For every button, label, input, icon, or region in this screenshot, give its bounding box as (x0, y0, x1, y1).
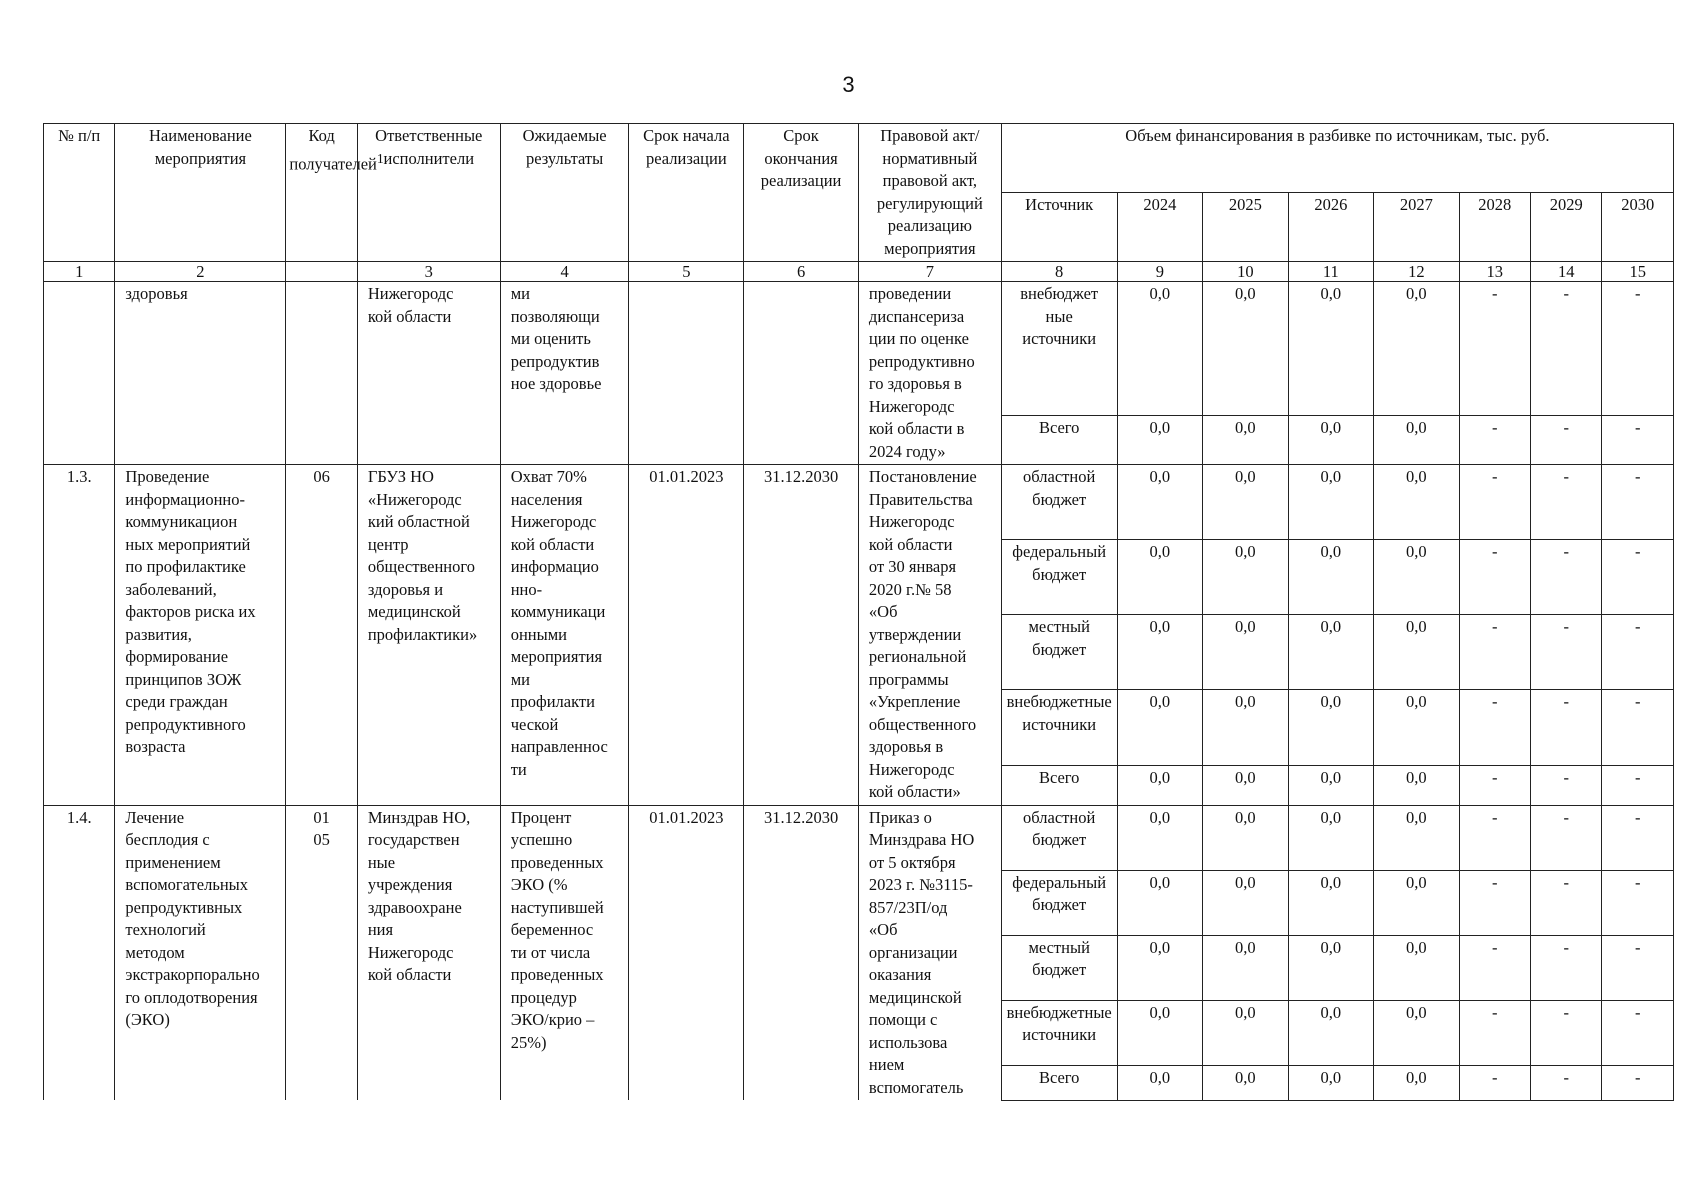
funding-value: 0,0 (1288, 935, 1374, 1000)
funding-value: - (1459, 870, 1530, 935)
cell-line: Минздрав НО, (367, 807, 471, 827)
funding-value: - (1602, 1065, 1674, 1100)
header-year: 2027 (1374, 193, 1460, 262)
cell-line: Нижегородс (367, 284, 454, 303)
column-number: 1 (44, 262, 115, 282)
source-name: внебюджетные источники (1001, 690, 1117, 765)
cell-line: успешно (510, 830, 573, 849)
funding-value: - (1459, 1065, 1530, 1100)
funding-value: - (1602, 615, 1674, 690)
cell-line: Процент (510, 807, 572, 827)
funding-value: 0,0 (1288, 282, 1374, 416)
cell-line: Проведение (125, 467, 210, 486)
cell-line: коммуникацион (125, 512, 238, 531)
funding-value: - (1602, 935, 1674, 1000)
cell-line: принципов ЗОЖ (125, 669, 242, 689)
column-number (286, 262, 357, 282)
cell-line: информацио (510, 557, 599, 576)
cell-line: репродуктив (510, 351, 600, 371)
funding-value: - (1459, 765, 1530, 805)
funding-value: 0,0 (1203, 540, 1289, 615)
funding-value: - (1531, 540, 1602, 615)
funding-value: 0,0 (1203, 1000, 1289, 1065)
funding-value: 0,0 (1117, 935, 1203, 1000)
source-name: федеральный бюджет (1001, 540, 1117, 615)
funding-value: - (1602, 540, 1674, 615)
column-number: 7 (858, 262, 1001, 282)
funding-value: - (1531, 690, 1602, 765)
cell-line: 01 (313, 807, 330, 827)
cell-line: Нижегородс (868, 396, 955, 416)
cell-line: репродуктивно (868, 351, 975, 371)
funding-value: 0,0 (1288, 540, 1374, 615)
cell-line: методом (125, 942, 185, 962)
cell-line: кий областной (367, 512, 470, 531)
funding-value: - (1602, 690, 1674, 765)
cell-line: ЭКО (% (510, 875, 568, 894)
row-num (44, 282, 115, 465)
cell-line: ти от числа (510, 942, 591, 962)
source-name (1001, 416, 1117, 465)
funding-value: 0,0 (1374, 615, 1460, 690)
header-num: № п/п (44, 124, 115, 262)
source-line: Всего (1038, 418, 1080, 438)
cell-line: региональной (868, 647, 967, 666)
cell-line: 05 (313, 830, 330, 849)
cell-end: 31.12.2030 (744, 465, 859, 806)
funding-value: 0,0 (1117, 1065, 1203, 1100)
cell-line: Охват 70% (510, 467, 587, 486)
cell-line: Нижегородс (868, 759, 955, 779)
cell-line: по профилактике (125, 557, 246, 576)
cell-line: ное здоровье (510, 374, 602, 393)
funding-value: - (1602, 805, 1674, 870)
cell-name (115, 282, 286, 465)
cell-legal (858, 805, 1001, 1100)
header-year: 2029 (1531, 193, 1602, 262)
funding-value: - (1602, 765, 1674, 805)
funding-value: 0,0 (1203, 1065, 1289, 1100)
header-legal: Правовой акт/нормативный правовой акт, регулирующий реализацию мероприятия (858, 124, 1001, 262)
cell-line: Правительства (868, 489, 973, 509)
funding-value: 0,0 (1288, 870, 1374, 935)
funding-value: - (1531, 870, 1602, 935)
cell-code (286, 465, 357, 806)
source-line: внебюджет (1020, 284, 1099, 303)
funding-value: 0,0 (1374, 416, 1460, 465)
cell-name (115, 465, 286, 806)
cell-line: государствен (367, 830, 460, 849)
cell-line: общественного (367, 557, 475, 576)
funding-value: 0,0 (1374, 1000, 1460, 1065)
cell-line: Приказ о (868, 807, 932, 827)
cell-line: среди граждан (125, 692, 228, 711)
funding-value: - (1531, 935, 1602, 1000)
source-name: местный бюджет (1001, 935, 1117, 1000)
funding-value: 0,0 (1117, 690, 1203, 765)
cell-line: бесплодия с (125, 830, 210, 849)
funding-value: 0,0 (1203, 615, 1289, 690)
cell-line: нием (868, 1055, 905, 1074)
funding-value: 0,0 (1203, 690, 1289, 765)
cell-exp (500, 805, 629, 1100)
cell-line: использова (868, 1032, 948, 1052)
funding-value: - (1531, 465, 1602, 540)
cell-line: го здоровья в (868, 374, 962, 393)
header-expected: Ожидаемые результаты (500, 124, 629, 262)
funding-value: - (1459, 540, 1530, 615)
cell-line: кой области (367, 965, 452, 984)
funding-value: - (1531, 1000, 1602, 1065)
header-name: Наименование мероприятия (115, 124, 286, 262)
cell-line: учреждения (367, 875, 453, 894)
cell-line: ЭКО/крио – (510, 1010, 595, 1029)
funding-value: 0,0 (1374, 805, 1460, 870)
cell-line: информационно- (125, 489, 245, 509)
cell-line: ные (367, 852, 396, 872)
cell-line: Лечение (125, 807, 185, 827)
table-row (44, 805, 1674, 870)
cell-line: 857/23П/од (868, 897, 948, 917)
cell-line: центр (367, 534, 409, 554)
cell-end: 31.12.2030 (744, 805, 859, 1100)
cell-end (744, 282, 859, 465)
funding-value: 0,0 (1203, 805, 1289, 870)
funding-value: - (1531, 1065, 1602, 1100)
cell-start: 01.01.2023 (629, 465, 744, 806)
cell-line: факторов риска их (125, 602, 256, 621)
cell-line: нно- (510, 579, 543, 599)
header-year: 2024 (1117, 193, 1203, 262)
cell-line: заболеваний, (125, 579, 217, 599)
cell-line: утверждении (868, 624, 962, 644)
source-name: областной бюджет (1001, 465, 1117, 540)
source-name: Всего (1001, 1065, 1117, 1100)
cell-line: диспансериза (868, 306, 965, 326)
funding-value: 0,0 (1203, 765, 1289, 805)
cell-line: 25%) (510, 1032, 547, 1052)
funding-value: 0,0 (1203, 282, 1289, 416)
source-name: Всего (1001, 765, 1117, 805)
funding-value: - (1602, 465, 1674, 540)
cell-line: коммуникаци (510, 602, 606, 621)
funding-value: - (1602, 282, 1674, 416)
cell-line: 06 (313, 467, 330, 486)
funding-value: 0,0 (1374, 282, 1460, 416)
funding-value: 0,0 (1288, 1000, 1374, 1065)
cell-line: медицинской (868, 987, 962, 1007)
cell-name (115, 805, 286, 1100)
funding-value: 0,0 (1117, 765, 1203, 805)
funding-value: 0,0 (1374, 690, 1460, 765)
source-name: федеральный бюджет (1001, 870, 1117, 935)
header-responsible: Ответственные исполнители (357, 124, 500, 262)
header-code: Код получателей$^1$ (286, 124, 357, 262)
cell-line: проведенных (510, 965, 604, 984)
header-funding: Объем финансирования в разбивке по источникам, тыс. руб. (1001, 124, 1673, 193)
funding-value: 0,0 (1374, 540, 1460, 615)
funding-value: 0,0 (1288, 805, 1374, 870)
cell-resp (357, 805, 500, 1100)
cell-line: от 30 января (868, 557, 957, 576)
cell-line: помощи с (868, 1010, 938, 1029)
column-number: 11 (1288, 262, 1374, 282)
source-name: областной бюджет (1001, 805, 1117, 870)
cell-line: репродуктивных (125, 897, 243, 917)
cell-code (286, 805, 357, 1100)
cell-line: от 5 октября (868, 852, 956, 872)
cell-line: ти (510, 759, 527, 779)
header-year: 2025 (1203, 193, 1289, 262)
column-number: 10 (1203, 262, 1289, 282)
funding-value: 0,0 (1374, 1065, 1460, 1100)
cell-legal (858, 282, 1001, 465)
funding-value: 0,0 (1117, 416, 1203, 465)
funding-value: - (1459, 282, 1530, 416)
funding-value: - (1459, 690, 1530, 765)
cell-line: репродуктивного (125, 714, 246, 734)
cell-line: вспомогатель (868, 1077, 964, 1097)
funding-value: 0,0 (1374, 935, 1460, 1000)
header-start: Срок начала реализации (629, 124, 744, 262)
funding-value: - (1459, 615, 1530, 690)
table-row (44, 465, 1674, 540)
source-name (1001, 282, 1117, 416)
cell-line: Постановление (868, 467, 977, 486)
funding-value: 0,0 (1288, 765, 1374, 805)
source-line: ные (1045, 306, 1073, 326)
cell-resp (357, 465, 500, 806)
cell-code (286, 282, 357, 465)
column-number: 6 (744, 262, 859, 282)
row-num: 1.3. (44, 465, 115, 806)
funding-value: - (1531, 765, 1602, 805)
cell-line: программы (868, 669, 949, 689)
funding-value: 0,0 (1117, 540, 1203, 615)
cell-line: ных мероприятий (125, 534, 251, 554)
cell-line: «Об (868, 602, 898, 621)
funding-value: 0,0 (1288, 615, 1374, 690)
header-source: Источник (1001, 193, 1117, 262)
cell-line: развития, (125, 624, 192, 644)
cell-line: Нижегородс (510, 512, 597, 531)
funding-value: - (1459, 416, 1530, 465)
column-number: 3 (357, 262, 500, 282)
cell-exp (500, 465, 629, 806)
funding-value: 0,0 (1288, 690, 1374, 765)
cell-line: процедур (510, 987, 577, 1007)
source-name: внебюджетные источники (1001, 1000, 1117, 1065)
cell-line: 2023 г. №3115- (868, 875, 973, 894)
cell-line: здоровья в (868, 737, 944, 756)
funding-value: 0,0 (1117, 805, 1203, 870)
column-number: 14 (1531, 262, 1602, 282)
funding-value: - (1531, 615, 1602, 690)
funding-value: 0,0 (1203, 870, 1289, 935)
cell-line: Нижегородс (367, 942, 454, 962)
cell-line: проведенных (510, 852, 604, 872)
funding-value: - (1459, 805, 1530, 870)
cell-line: ции по оценке (868, 329, 969, 348)
column-number: 13 (1459, 262, 1530, 282)
cell-line: позволяющи (510, 306, 600, 326)
cell-line: профилакти (510, 692, 595, 711)
cell-exp (500, 282, 629, 465)
row-num: 1.4. (44, 805, 115, 1100)
funding-value: 0,0 (1374, 870, 1460, 935)
column-number: 9 (1117, 262, 1203, 282)
funding-value: 0,0 (1374, 465, 1460, 540)
funding-value: - (1459, 935, 1530, 1000)
cell-line: кой области в (868, 419, 965, 438)
header-end: Срок окончания реализации (744, 124, 859, 262)
page-number: 3 (842, 72, 855, 97)
funding-value: 0,0 (1288, 1065, 1374, 1100)
cell-line: Нижегородс (868, 512, 955, 531)
cell-line: вспомогательных (125, 875, 249, 894)
header-year: 2026 (1288, 193, 1374, 262)
column-number: 12 (1374, 262, 1460, 282)
cell-start: 01.01.2023 (629, 805, 744, 1100)
funding-value: - (1531, 282, 1602, 416)
column-number: 15 (1602, 262, 1674, 282)
cell-line: здоровья (125, 284, 188, 303)
column-number: 4 (500, 262, 629, 282)
source-line: источники (1022, 329, 1097, 348)
funding-value: 0,0 (1117, 870, 1203, 935)
funding-value: 0,0 (1203, 465, 1289, 540)
funding-value: - (1602, 416, 1674, 465)
cell-legal (858, 465, 1001, 806)
cell-line: 2020 г.№ 58 (868, 579, 952, 599)
cell-line: онными (510, 624, 567, 644)
cell-line: направленнос (510, 737, 608, 756)
cell-line: здоровья и (367, 579, 444, 599)
funding-table (43, 123, 1674, 1101)
cell-line: кой области» (868, 782, 961, 801)
cell-line: ми оценить (510, 329, 591, 348)
funding-value: 0,0 (1374, 765, 1460, 805)
cell-line: населения (510, 489, 583, 509)
cell-line: общественного (868, 714, 977, 734)
cell-line: кой области (868, 534, 953, 554)
cell-line: ческой (510, 714, 559, 734)
funding-value: 0,0 (1203, 935, 1289, 1000)
cell-line: наступившей (510, 897, 604, 917)
cell-line: 2024 году» (868, 441, 946, 461)
cell-line: «Об (868, 920, 898, 939)
cell-line: профилактики» (367, 624, 478, 644)
cell-line: (ЭКО) (125, 1010, 170, 1029)
column-number: 8 (1001, 262, 1117, 282)
column-number: 2 (115, 262, 286, 282)
cell-line: оказания (868, 965, 932, 984)
cell-start (629, 282, 744, 465)
cell-line: ми (510, 284, 530, 303)
funding-value: - (1602, 870, 1674, 935)
header-year: 2030 (1602, 193, 1674, 262)
cell-line: технологий (125, 920, 206, 939)
cell-line: «Нижегородс (367, 489, 462, 509)
cell-line: экстракорпорально (125, 965, 260, 984)
funding-value: 0,0 (1117, 1000, 1203, 1065)
cell-line: ГБУЗ НО (367, 467, 434, 486)
funding-value: 0,0 (1117, 615, 1203, 690)
funding-value: - (1459, 1000, 1530, 1065)
cell-line: кой области (367, 306, 452, 326)
funding-value: 0,0 (1117, 465, 1203, 540)
funding-value: 0,0 (1203, 416, 1289, 465)
cell-line: ния (367, 920, 394, 939)
table-row (44, 282, 1674, 416)
cell-line: формирование (125, 647, 229, 666)
funding-value: 0,0 (1117, 282, 1203, 416)
cell-line: организации (868, 942, 958, 962)
cell-line: го оплодотворения (125, 987, 258, 1007)
source-name: местный бюджет (1001, 615, 1117, 690)
funding-value: - (1531, 416, 1602, 465)
cell-line: кой области (510, 534, 595, 554)
cell-line: мероприятия (510, 647, 603, 666)
cell-resp (357, 282, 500, 465)
funding-value: - (1602, 1000, 1674, 1065)
cell-line: беременнос (510, 920, 594, 939)
cell-line: применением (125, 852, 221, 872)
cell-line: ми (510, 669, 530, 689)
cell-line: здравоохране (367, 897, 462, 917)
funding-value: 0,0 (1288, 465, 1374, 540)
cell-line: медицинской (367, 602, 461, 621)
cell-line: Минздрава НО (868, 830, 975, 849)
cell-line: возраста (125, 737, 186, 756)
header-year: 2028 (1459, 193, 1530, 262)
funding-value: - (1459, 465, 1530, 540)
cell-line: «Укрепление (868, 692, 961, 711)
funding-value: 0,0 (1288, 416, 1374, 465)
column-number: 5 (629, 262, 744, 282)
cell-line: проведении (868, 284, 952, 303)
funding-value: - (1531, 805, 1602, 870)
